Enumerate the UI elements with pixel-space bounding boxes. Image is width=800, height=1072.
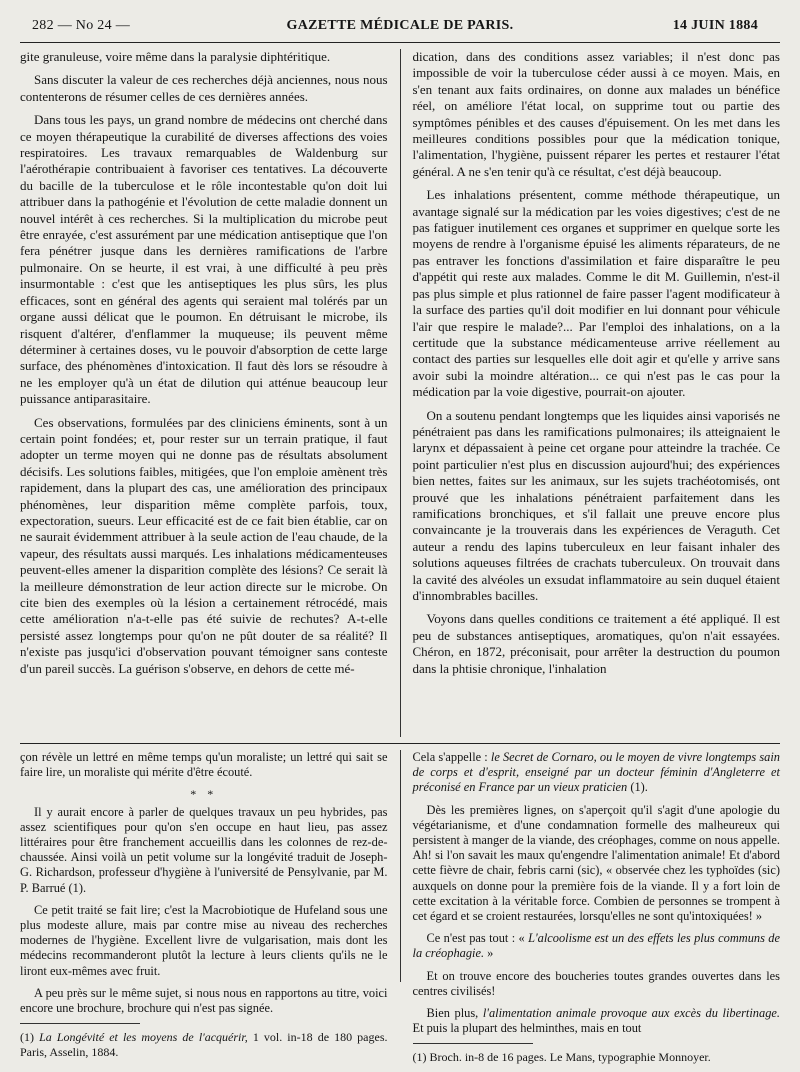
paragraph: dication, dans des conditions assez variables; il n'est donc pas impossible de voir la tuberculose céder aussi à ce moyen. Mais, en s'en tenant aux faits ordinaires, on donne aux malades un bénéfice réel, on améliore l'état local, on supprime tout ou partie des symptômes pénibles et des causes d'épuisement. On les met dans les meilleures conditions possibles pour que la médication tonique, l'alimentation, l'hygiène, puissent réparer les pertes et restaurer l'état général. A ne s'en tenir qu'à ce résultat, c'est déjà beaucoup. — [412, 49, 780, 179]
footnote-text: 1 vol. in-18 de 180 pages. Paris, Asselin, 1884. — [20, 1030, 388, 1060]
text: Ce n'est pas tout : « — [426, 931, 529, 946]
feuilleton-column-right — [412, 750, 781, 1065]
paragraph: Et on trouve encore des boucheries toutes grandes ouvertes dans les centres civilisés! — [412, 968, 780, 998]
paragraph: Sans discuter la valeur de ces recherches déjà anciennes, nous nous contenterons de résumer celles de ces dernières années. — [20, 72, 388, 104]
paragraph — [413, 1006, 781, 1036]
quote: L'alcoolisme est un des effets les plus communs de la créophagie. — [412, 931, 780, 961]
text: Et puis la plupart des helminthes, mais en tout — [412, 1021, 642, 1036]
page-number: 282 — No 24 — — [32, 18, 131, 33]
feuilleton — [14, 750, 786, 1065]
paragraph: Les inhalations présentent, comme méthode thérapeutique, un avantage signalé sur la médication par les voies digestives; c'est de ne pas fatiguer inutilement ces organes et supprimer en quelque sorte les moyens de rendre à l'organisme épuisé les aliments réparateurs, de ne pas entraver les fonctions d'assimilation et faire disparaître le peu d'appétit qui reste aux malades. Comme le dit M. Guillemin, n'est-il pas plus simple et plus rationnel de faire passer l'agent modificateur à la surface des parties qu'il doit modifier en lui donnant pour véhicule l'air que respire le malade?... Par l'emploi des inhalations, on a la certitude que la substance médicamenteuse arrive réellement au contact des parties sur lesquelles elle doit agir et qu'elle y arrive sans avoir subi la moindre altération... ce qui n'est pas le cas pour la médication par la voie digestive, pourrait-on ajouter. — [412, 187, 780, 400]
issue-date: 14 JUIN 1884 — [672, 18, 758, 33]
text: Cela s'appelle : — [412, 750, 491, 764]
paragraph — [413, 931, 781, 961]
footnote-rule — [413, 1043, 533, 1044]
paragraph: Ces observations, formulées par des cliniciens éminents, sont à un certain point fondées; et, pour rester sur un terrain pratique, il faut adopter un terme moyen qui ne donne pas de résultats absolument décisifs. Les solutions faibles, mitigées, que l'on emploie amènent très rapidement, dans la plupart des cas, une amélioration des principaux phénomènes, leur disparition même complète parfois, toux, expectoration, sueurs. Leur efficacité est de ce fait bien établie, car on ne saurait évidemment attribuer à la seule action de l'eau chaude, de la vapeur, des résultats aussi marqués. Les inhalations médicamenteuses peuvent-elles amener la disparition complète des lésions? Ce serait là la meilleure démonstration de leur action directe sur le microbe. On cite bien des exemples où la lésion a certainement rétrocédé, mais cette amélioration n'a-t-elle pas été suivie de rechutes? A-t-elle persisté assez longtemps pour qu'on ne pût douter de sa réalité? Il n'existe pas jusqu'ici d'observation pouvant témoigner sans conteste d'un pareil succès. La guérison s'observe, en dehors de cette mé- — [20, 414, 388, 676]
paragraph: Dès les premières lignes, on s'aperçoit qu'il s'agit d'une apologie du végétarianisme, et d'une condamnation formelle des malheureux qui persistent à manger de la viande, des créophages, comme on nous appelle. Ah! si l'on savait les maux qu'engendre l'alimentation animale! Et d'abord cette fièvre de chair, febris carni (sic), « observée chez les typhoïdes (sic) auxquels on donne pour la première fois de la viande. Il y a fort loin de cette excitation à la véritable force. Combien de personnes se trompent à cet égard et se croient restaurées, lorsqu'elles ne sont qu'intoxiquées! » — [412, 802, 780, 924]
paragraph: A peu près sur le même sujet, si nous nous en rapportons au titre, voici encore une brochure, brochure qui n'est pas signée. — [20, 985, 388, 1016]
footnote-number: (1) — [20, 1030, 34, 1045]
paragraph: Il y aurait encore à parler de quelques travaux un peu hybrides, pas assez scientifiques pour qu'on s'en occupe en haut lieu, pas assez littéraires pour être franchement accueillis dans les colonnes de rez-de-chaussée. Ainsi voilà un petit volume sur la longévité traduit de Joseph-G. Richardson, professeur d'hygiène à l'université de Pensylvanie, par M. P. Barrué (1). — [20, 804, 388, 895]
column-divider — [400, 750, 401, 982]
paragraph: Ce petit traité se fait lire; c'est la Macrobiotique de Hufeland sous une plus modeste allure, mais par contre mise au niveau des recherches modernes de l'hygiène. Excellent livre de vulgarisation, mais dont les médecins recommanderont plutôt la lecture à leurs clients qu'ils ne le liront eux-mêmes avec fruit. — [20, 902, 388, 978]
feuilleton-column-left — [20, 750, 388, 1060]
article-column-right — [413, 49, 781, 737]
footnote — [20, 1030, 388, 1060]
footnote-title: La Longévité et les moyens de l'acquérir, — [39, 1030, 248, 1045]
page-header — [14, 14, 786, 36]
book-title: le Secret de Cornaro, ou le moyen de vivre longtemps sain de corps et d'esprit, enseigné par un docteur féminin d'Angleterre et préconisé en France par un vieux praticien — [412, 750, 780, 795]
paragraph: Dans tous les pays, un grand nombre de médecins ont cherché dans ce moyen thérapeutique la curabilité de diverses affections des voies respiratoires. Les travaux remarquables de Waldenburg sur l'aérothérapie contribuaient à favoriser ces tentatives. La découverte du bacille de la tuberculose et le rôle incontestable qu'on doit lui attribuer dans la pathogénie et l'évolution de cette maladie donnent un nouvel intérêt à ces recherches. Si la multiplication du microbe peut être enrayée, c'est assurément par une médication antiseptique que l'on fera pénétrer jusque dans les dernières ramifications de l'arbre pulmonaire. On se heurte, il est vrai, à une difficulté à peu près insurmontable : c'est que les antiseptiques les plus sûrs, les plus efficaces, sont en général des agents qui seraient mal tolérés par un organe aussi délicat que le poumon. En détruisant le microbe, ils risquent d'altérer, d'enflammer la muqueuse; ils peuvent même déterminer à certaines doses, vu le pouvoir d'absorption de cette large surface, des phénomènes d'intoxication. Il faut dès lors se résoudre à ne les employer qu'à un état de dilution qui atténue beaucoup leur puissance antiparasitaire. — [20, 112, 388, 407]
text: Bien plus, — [426, 1006, 483, 1021]
paragraph: Voyons dans quelles conditions ce traitement a été appliqué. Il est peu de substances antiseptiques, aromatiques, qu'on n'ait essayées. Chéron, en 1872, préconisait, pour arrêter la destruction du poumon dans la phtisie chronique, l'inhalation — [412, 611, 780, 676]
paragraph: çon révèle un lettré en même temps qu'un moraliste; un lettré qui sait se faire lire, un moraliste qui mérite d'être écouté. — [20, 750, 388, 780]
paragraph: gite granuleuse, voire même dans la paralysie diphtéritique. — [20, 49, 331, 64]
text: » — [484, 946, 494, 961]
article-column-left — [20, 49, 388, 737]
footnote-rule — [20, 1023, 140, 1024]
quote: l'alimentation animale provoque aux excès du libertinage. — [482, 1006, 780, 1021]
column-divider — [400, 49, 401, 737]
header-rule — [20, 42, 780, 43]
text: (1). — [627, 780, 648, 795]
feuilleton-rule — [20, 743, 780, 744]
journal-title: GAZETTE MÉDICALE DE PARIS. — [286, 18, 514, 33]
main-article — [14, 49, 786, 737]
footnote: (1) Broch. in-8 de 16 pages. Le Mans, typographie Monnoyer. — [412, 1050, 711, 1065]
paragraph: On a soutenu pendant longtemps que les liquides ainsi vaporisés ne pénétraient pas dans les ramifications pulmonaires; ils atteignaient le larynx et dépassaient à peine cet organe pour atteindre la trachée. Ce point particulier n'est plus en discussion aujourd'hui; des expériences bien nettes, faites sur les animaux, sur les sujets trachéotomisés, ont prouvé que les inhalations pénétraient parfaitement dans les ramifications bronchiques, et s'il fallait une preuve encore plus convaincante je la trouverais dans les expériences de Veraguth. Cet auteur a rendu des lapins tuberculeux en leur faisant inhaler des solutions aqueuses filtrées de crachats tuberculeux. On trouvait dans la cavité des alvéoles un exsudat inflammatoire au sein duquel étaient d'innombrables bacilles. — [412, 407, 780, 603]
section-stars: * * — [190, 787, 218, 802]
paragraph — [413, 750, 781, 796]
